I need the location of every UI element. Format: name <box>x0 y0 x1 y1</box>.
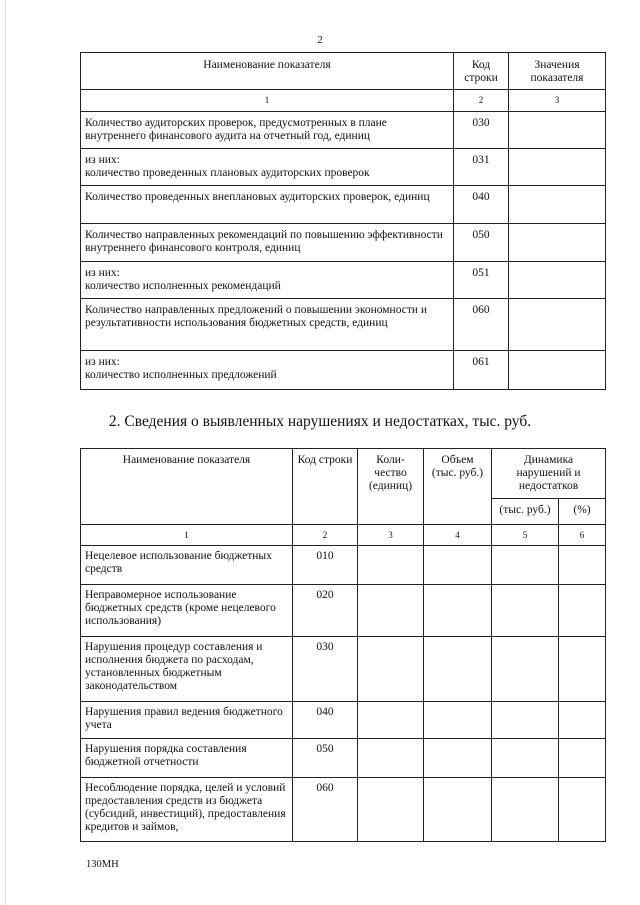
row-dynamics-rub-cell[interactable] <box>492 739 559 778</box>
scan-edge-line <box>5 0 6 905</box>
row-dynamics-percent-cell[interactable] <box>559 585 606 637</box>
header-line-code <box>293 449 358 525</box>
row-value-cell[interactable] <box>509 351 606 390</box>
column-number: 3 <box>509 90 606 112</box>
table-row <box>81 351 606 390</box>
table-row <box>81 224 606 262</box>
table-row <box>81 702 606 739</box>
violations-table <box>80 448 606 842</box>
table-row <box>81 585 606 637</box>
column-number: 6 <box>559 525 606 546</box>
table-row <box>81 262 606 299</box>
row-count-cell[interactable] <box>358 637 424 702</box>
row-dynamics-rub-cell[interactable] <box>492 778 559 842</box>
table2-column-numbers <box>81 525 606 546</box>
row-count-cell[interactable] <box>358 778 424 842</box>
row-count-cell[interactable] <box>358 585 424 637</box>
header-indicator-value: Значения показателя <box>509 53 606 90</box>
row-indicator-name: Нарушения правил ведения бюджетного учета <box>81 702 293 739</box>
header-indicator-name: Наименование показателя <box>81 449 293 525</box>
row-indicator-name: Нарушения порядка составления бюджетной отчетности <box>81 739 293 778</box>
row-volume-cell[interactable] <box>424 585 492 637</box>
row-indicator-name: из них: количество исполненных рекомендаций <box>81 262 454 299</box>
row-volume-cell[interactable] <box>424 702 492 739</box>
row-line-code: 050 <box>454 224 509 262</box>
row-dynamics-rub-cell[interactable] <box>492 637 559 702</box>
row-dynamics-rub-cell[interactable] <box>492 546 559 585</box>
header-count: Коли- чество (единиц) <box>358 449 424 525</box>
section-2-title: 2. Сведения о выявленных нарушениях и недостатках, тыс. руб. <box>108 413 532 430</box>
row-value-cell[interactable] <box>509 224 606 262</box>
row-value-cell[interactable] <box>509 262 606 299</box>
column-number: 2 <box>293 525 358 546</box>
row-dynamics-percent-cell[interactable] <box>559 702 606 739</box>
form-code: 130МН <box>86 859 119 870</box>
row-indicator-name: Количество направленных предложений о повышении экономности и результативности использования бюджетных средств, единиц <box>81 299 454 351</box>
row-count-cell[interactable] <box>358 739 424 778</box>
row-dynamics-percent-cell[interactable] <box>559 546 606 585</box>
header-indicator-name: Наименование показателя <box>81 53 454 90</box>
column-number: 5 <box>492 525 559 546</box>
row-line-code: 010 <box>293 546 358 585</box>
row-dynamics-percent-cell[interactable] <box>559 637 606 702</box>
row-count-cell[interactable] <box>358 702 424 739</box>
header-dynamics: Динамика нарушений и недостатков <box>492 449 606 499</box>
row-count-cell[interactable] <box>358 546 424 585</box>
row-value-cell[interactable] <box>509 186 606 224</box>
column-number: 1 <box>81 90 454 112</box>
row-indicator-name: из них: количество проведенных плановых аудиторских проверок <box>81 149 454 186</box>
header-line-code-text: Код строки <box>297 454 353 466</box>
row-volume-cell[interactable] <box>424 546 492 585</box>
row-indicator-name: из них: количество исполненных предложений <box>81 351 454 390</box>
column-number: 3 <box>358 525 424 546</box>
row-indicator-name: Несоблюдение порядка, целей и условий предоставления средств из бюджета (субсидий, инвестиций), предоставления кредитов и займов, <box>81 778 293 842</box>
table-row <box>81 186 606 224</box>
row-dynamics-rub-cell[interactable] <box>492 585 559 637</box>
table1-header-row <box>81 53 606 90</box>
row-indicator-name: Количество направленных рекомендаций по повышению эффективности внутреннего финансового контроля, единиц <box>81 224 454 262</box>
row-dynamics-percent-cell[interactable] <box>559 778 606 842</box>
table-row <box>81 299 606 351</box>
page-number: 2 <box>317 34 323 46</box>
row-line-code: 061 <box>454 351 509 390</box>
row-line-code: 040 <box>454 186 509 224</box>
table1-column-numbers <box>81 90 606 112</box>
audit-indicators-table <box>80 52 606 390</box>
row-line-code: 040 <box>293 702 358 739</box>
header-volume: Объем (тыс. руб.) <box>424 449 492 525</box>
row-value-cell[interactable] <box>509 299 606 351</box>
row-line-code: 020 <box>293 585 358 637</box>
row-line-code: 030 <box>293 637 358 702</box>
row-line-code: 060 <box>454 299 509 351</box>
table-row <box>81 112 606 149</box>
row-indicator-name: Неправомерное использование бюджетных средств (кроме нецелевого использования) <box>81 585 293 637</box>
column-number: 1 <box>81 525 293 546</box>
row-indicator-name: Нецелевое использование бюджетных средств <box>81 546 293 585</box>
row-line-code: 031 <box>454 149 509 186</box>
column-number: 4 <box>424 525 492 546</box>
row-line-code: 060 <box>293 778 358 842</box>
row-value-cell[interactable] <box>509 112 606 149</box>
row-volume-cell[interactable] <box>424 778 492 842</box>
table2-header-row <box>81 449 606 499</box>
table-row <box>81 739 606 778</box>
header-dynamics-percent: (%) <box>559 499 606 525</box>
row-volume-cell[interactable] <box>424 739 492 778</box>
row-dynamics-rub-cell[interactable] <box>492 702 559 739</box>
table-row <box>81 546 606 585</box>
header-line-code: Код строки <box>454 53 509 90</box>
column-number: 2 <box>454 90 509 112</box>
table-row <box>81 637 606 702</box>
row-line-code: 051 <box>454 262 509 299</box>
row-indicator-name: Нарушения процедур составления и исполнения бюджета по расходам, установленных бюджетным законодательством <box>81 637 293 702</box>
row-indicator-name: Количество проведенных внеплановых аудиторских проверок, единиц <box>81 186 454 224</box>
table-row <box>81 149 606 186</box>
row-volume-cell[interactable] <box>424 637 492 702</box>
header-dynamics-rub: (тыс. руб.) <box>492 499 559 525</box>
table-row <box>81 778 606 842</box>
row-line-code: 030 <box>454 112 509 149</box>
row-indicator-name: Количество аудиторских проверок, предусмотренных в плане внутреннего финансового аудита на отчетный год, единиц <box>81 112 454 149</box>
row-value-cell[interactable] <box>509 149 606 186</box>
row-dynamics-percent-cell[interactable] <box>559 739 606 778</box>
row-line-code: 050 <box>293 739 358 778</box>
